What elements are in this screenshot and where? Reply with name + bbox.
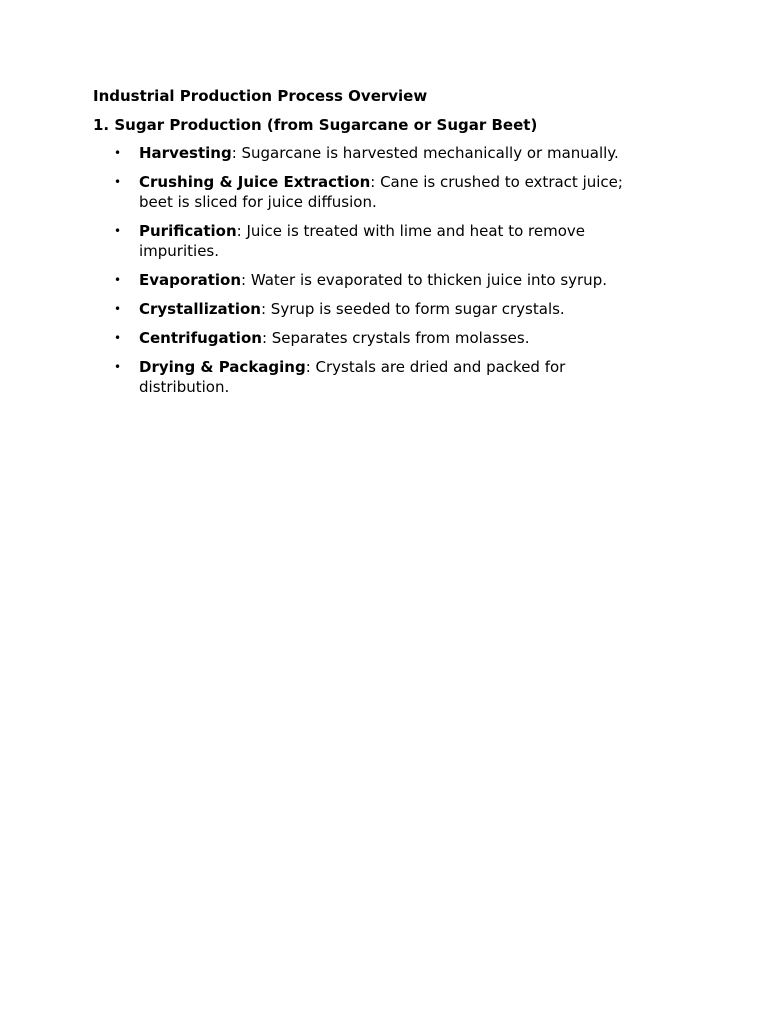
step-description: : Separates crystals from molasses. [261,329,530,347]
step-description: : Water is evaporated to thicken juice into syrup. [241,271,607,289]
step-term: Evaporation [139,271,242,289]
bullet-icon: • [114,360,122,374]
step-term: Drying & Packaging [139,358,306,376]
bullet-icon: • [114,175,122,189]
step-description: : Juice is treated with lime and heat to remove impurities. [139,222,585,260]
list-item-drying-packaging [93,357,653,397]
step-description: : Cane is crushed to extract juice; beet is sliced for juice diffusion. [139,173,623,211]
process-steps-list [93,143,653,397]
list-item-crushing [93,172,653,212]
bullet-icon: • [114,224,122,238]
step-term: Harvesting [139,144,232,162]
bullet-icon: • [114,302,122,316]
step-description: : Crystals are dried and packed for distribution. [139,358,566,396]
list-item-purification [93,221,653,261]
step-term: Crushing & Juice Extraction [139,173,371,191]
document-page [93,86,653,406]
list-item-centrifugation [93,328,653,348]
section-heading: 1. Sugar Production (from Sugarcane or Sugar Beet) [93,116,538,134]
list-item-evaporation [93,270,653,290]
list-item-harvesting [93,143,653,163]
bullet-icon: • [114,273,122,287]
step-description: : Syrup is seeded to form sugar crystals. [260,300,565,318]
list-item-crystallization [93,299,653,319]
document-title: Industrial Production Process Overview [93,87,428,105]
step-term: Purification [139,222,237,240]
step-description: : Sugarcane is harvested mechanically or manually. [231,144,619,162]
step-term: Centrifugation [139,329,262,347]
step-term: Crystallization [139,300,261,318]
bullet-icon: • [114,146,122,160]
bullet-icon: • [114,331,122,345]
